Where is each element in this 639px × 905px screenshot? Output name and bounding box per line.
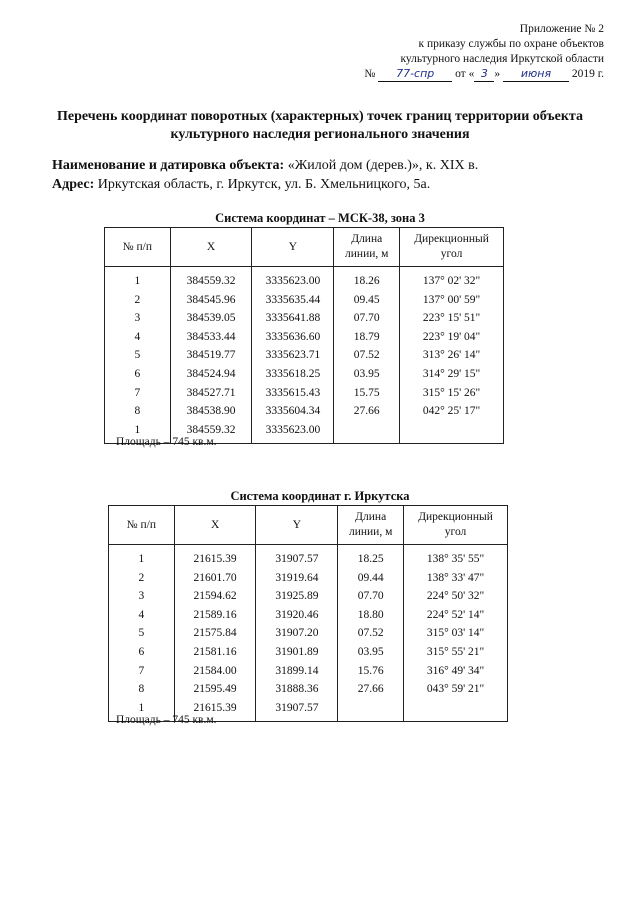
coord-y-cell: 31907.57	[275, 701, 319, 714]
direction-angle-cell: 313° 26' 14"	[422, 349, 481, 362]
direction-angle-cell: 042° 25' 17"	[422, 405, 481, 418]
coord-x-cell: 384527.71	[186, 386, 236, 399]
col-length	[334, 267, 400, 444]
line-length-cell: 07.70	[357, 590, 384, 603]
direction-angle-cell: 137° 02' 32"	[422, 275, 481, 287]
point-number-cell: 8	[134, 405, 141, 418]
coord-y-cell: 31907.57	[275, 553, 319, 565]
line-length-cell: 18.25	[357, 553, 384, 565]
table-body-row	[109, 545, 508, 722]
header-x: X	[170, 228, 252, 267]
line-length-cell: 18.26	[353, 275, 380, 287]
table-caption-irkutsk: Система координат г. Иркутска	[230, 489, 410, 503]
point-number-cell: 1	[138, 553, 145, 565]
point-number-cell: 4	[138, 608, 145, 621]
area-irkutsk: Площадь – 745 кв.м.	[116, 714, 217, 726]
coord-x-cell: 384559.32	[186, 423, 236, 436]
object-name-value: «Жилой дом (дерев.)», к. XIX в.	[287, 158, 479, 173]
object-address-label: Адрес:	[52, 177, 95, 192]
coord-x-cell: 384519.77	[186, 349, 236, 362]
point-number-cell: 5	[134, 349, 141, 362]
coord-y-cell: 3335623.00	[265, 423, 321, 436]
coord-x-cell: 21575.84	[193, 627, 237, 640]
col-angle	[404, 545, 508, 722]
coord-y-cell: 3335604.34	[265, 405, 321, 418]
coord-x-cell: 21589.16	[193, 608, 237, 621]
object-name-label: Наименование и датировка объекта:	[52, 158, 285, 173]
col-length	[338, 545, 404, 722]
point-number-cell: 7	[138, 664, 145, 677]
order-date-mid: »	[494, 68, 501, 80]
point-number-cell: 2	[138, 571, 145, 584]
point-number-cell: 1	[134, 275, 141, 287]
coord-x-cell: 384539.05	[186, 312, 236, 325]
direction-angle-cell: 137° 00' 59"	[422, 293, 481, 306]
coord-y-cell: 31925.89	[275, 590, 319, 603]
point-number-cell: 7	[134, 386, 141, 399]
line-length-cell: 09.45	[353, 293, 380, 306]
header-num: № п/п	[105, 228, 171, 267]
line-length-cell: 18.80	[357, 608, 384, 621]
document-title: Перечень координат поворотных (характерных) точек границ территории объекта культурного наследия регионального значения	[57, 109, 583, 142]
appendix-header	[304, 22, 604, 82]
object-address-value: Иркутская область, г. Иркутск, ул. Б. Хмельницкого, 5а.	[97, 177, 431, 192]
line-length-cell: 27.66	[353, 405, 380, 418]
direction-angle-cell: 138° 35' 55"	[426, 553, 485, 565]
col-y	[252, 267, 334, 444]
header-y: Y	[256, 506, 338, 545]
col-angle	[400, 267, 504, 444]
coord-y-cell: 3335635.44	[265, 293, 321, 306]
header-length: Длина линии, м	[338, 506, 404, 545]
coordinates-table-irkutsk	[108, 505, 508, 722]
point-number-cell: 1	[138, 701, 145, 714]
coord-x-cell: 384545.96	[186, 293, 236, 306]
direction-angle-cell: 315° 55' 21"	[426, 645, 485, 658]
order-year: 2019 г.	[571, 68, 604, 80]
header-y: Y	[252, 228, 334, 267]
line-length-cell: 15.76	[357, 664, 384, 677]
header-length: Длина линии, м	[334, 228, 400, 267]
coord-x-cell: 384533.44	[186, 330, 236, 343]
order-number-label: №	[364, 68, 376, 80]
point-number-cell: 4	[134, 330, 141, 343]
order-date-from-label: от «	[455, 68, 475, 80]
header-angle: Дирекционный угол	[400, 228, 504, 267]
point-number-cell: 2	[134, 293, 141, 306]
direction-angle-cell: 314° 29' 15"	[422, 367, 481, 380]
order-number: 77-спр	[378, 67, 452, 82]
direction-angle-cell: 224° 50' 32"	[426, 590, 485, 603]
coord-x-cell: 384559.32	[186, 275, 236, 287]
table-body-row	[105, 267, 504, 444]
coord-y-cell: 3335618.25	[265, 367, 321, 380]
direction-angle-cell: 316° 49' 34"	[426, 664, 485, 677]
point-number-cell: 6	[138, 645, 145, 658]
direction-angle-cell: 224° 52' 14"	[426, 608, 485, 621]
point-number-cell: 3	[134, 312, 141, 325]
object-name-line	[52, 157, 478, 174]
direction-angle-cell: 315° 15' 26"	[422, 386, 481, 399]
col-x	[174, 545, 256, 722]
line-length-cell: 09.44	[357, 571, 384, 584]
line-length-cell: 03.95	[353, 367, 380, 380]
header-angle: Дирекционный угол	[404, 506, 508, 545]
appendix-line-2: к приказу службы по охране объектов	[418, 38, 604, 50]
header-num: № п/п	[109, 506, 175, 545]
coord-y-cell: 31899.14	[275, 664, 319, 677]
coord-y-cell: 31920.46	[275, 608, 319, 621]
direction-angle-cell: 138° 33' 47"	[426, 571, 485, 584]
point-number-cell: 1	[134, 423, 141, 436]
direction-angle-cell: 043° 59' 21"	[426, 683, 485, 696]
coord-y-cell: 3335623.00	[265, 275, 321, 287]
coord-x-cell: 384538.90	[186, 405, 236, 418]
table-header-row	[105, 228, 504, 267]
col-num	[109, 545, 175, 722]
coord-y-cell: 3335641.88	[265, 312, 321, 325]
coord-y-cell: 31888.36	[275, 683, 319, 696]
coord-x-cell: 21615.39	[193, 701, 237, 714]
order-day: 3	[474, 67, 494, 82]
point-number-cell: 6	[134, 367, 141, 380]
coord-x-cell: 21584.00	[193, 664, 237, 677]
coord-x-cell: 384524.94	[186, 367, 236, 380]
line-length-cell: 15.75	[353, 386, 380, 399]
point-number-cell: 5	[138, 627, 145, 640]
area-msk38: Площадь – 745 кв.м.	[116, 436, 217, 448]
line-length-cell: 03.95	[357, 645, 384, 658]
direction-angle-cell: 223° 15' 51"	[422, 312, 481, 325]
coord-y-cell: 31901.89	[275, 645, 319, 658]
coord-y-cell: 3335623.71	[265, 349, 321, 362]
col-y	[256, 545, 338, 722]
direction-angle-cell: 315° 03' 14"	[426, 627, 485, 640]
col-x	[170, 267, 252, 444]
line-length-cell: 07.52	[357, 627, 384, 640]
coord-x-cell: 21615.39	[193, 553, 237, 565]
line-length-cell: 07.70	[353, 312, 380, 325]
coord-y-cell: 31907.20	[275, 627, 319, 640]
object-address-line	[52, 176, 430, 193]
coord-y-cell: 3335636.60	[265, 330, 321, 343]
order-month: июня	[503, 67, 569, 82]
coord-y-cell: 3335615.43	[265, 386, 321, 399]
point-number-cell: 3	[138, 590, 145, 603]
coord-y-cell: 31919.64	[275, 571, 319, 584]
coordinates-table-msk38	[104, 227, 504, 444]
direction-angle-cell: 223° 19' 04"	[422, 330, 481, 343]
table-caption-msk38: Система координат – МСК-38, зона 3	[215, 211, 425, 225]
coord-x-cell: 21601.70	[193, 571, 237, 584]
line-length-cell: 18.79	[353, 330, 380, 343]
coord-x-cell: 21581.16	[193, 645, 237, 658]
appendix-line-1: Приложение № 2	[519, 23, 604, 35]
appendix-line-3: культурного наследия Иркутской области	[400, 53, 604, 65]
line-length-cell: 07.52	[353, 349, 380, 362]
coord-x-cell: 21595.49	[193, 683, 237, 696]
point-number-cell: 8	[138, 683, 145, 696]
col-num	[105, 267, 171, 444]
coord-x-cell: 21594.62	[193, 590, 237, 603]
appendix-order-line	[304, 67, 604, 82]
table-header-row	[109, 506, 508, 545]
header-x: X	[174, 506, 256, 545]
line-length-cell: 27.66	[357, 683, 384, 696]
